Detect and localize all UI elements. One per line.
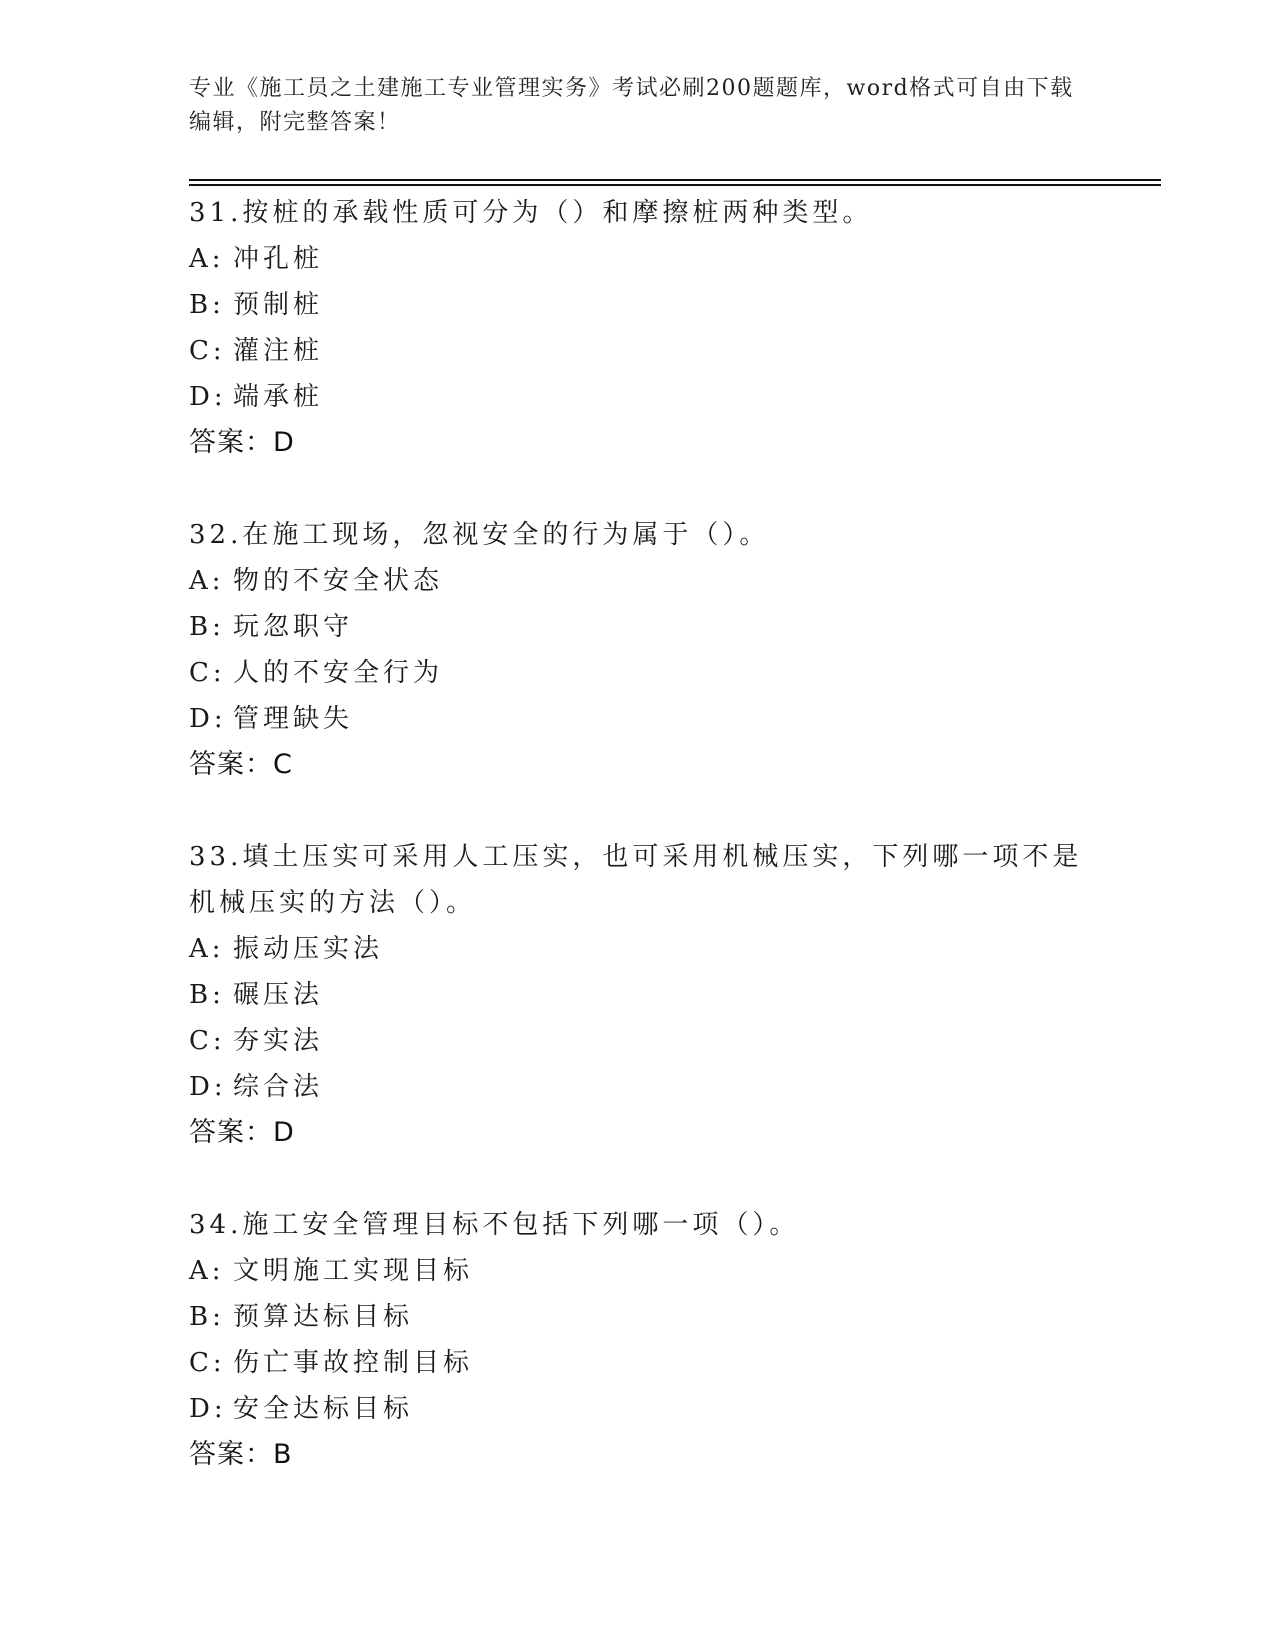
option-c (189, 1340, 1089, 1386)
header-divider-top (189, 179, 1161, 181)
option-letter: C: (189, 1348, 226, 1378)
option-letter: A: (189, 934, 225, 964)
option-b (189, 1294, 1089, 1340)
option-d (189, 696, 1089, 742)
answer-line: 答案：C (189, 749, 293, 780)
option-text: 玩忽职守 (233, 612, 354, 642)
option-letter: D: (189, 382, 227, 412)
option-d (189, 1386, 1089, 1432)
option-b (189, 604, 1089, 650)
answer-line: 答案：B (189, 1439, 293, 1470)
option-text: 夯实法 (233, 1026, 324, 1056)
option-letter: D: (189, 1072, 227, 1102)
question-stem: 31.按桩的承载性质可分为（）和摩擦桩两种类型。 (189, 198, 873, 228)
option-letter: A: (189, 1256, 225, 1286)
answer-line: 答案：D (189, 427, 295, 458)
option-text: 预算达标目标 (233, 1302, 414, 1332)
option-text: 人的不安全行为 (233, 658, 444, 688)
option-text: 预制桩 (233, 290, 324, 320)
option-c (189, 650, 1089, 696)
option-text: 伤亡事故控制目标 (233, 1348, 474, 1378)
option-text: 振动压实法 (233, 934, 384, 964)
option-text: 安全达标目标 (233, 1394, 414, 1424)
option-letter: C: (189, 1026, 226, 1056)
question-stem: 32.在施工现场，忽视安全的行为属于（）。 (189, 520, 770, 550)
option-text: 碾压法 (233, 980, 324, 1010)
option-text: 端承桩 (233, 382, 324, 412)
option-d (189, 374, 1089, 420)
option-letter: C: (189, 658, 226, 688)
option-letter: D: (189, 704, 227, 734)
option-text: 灌注桩 (233, 336, 324, 366)
answer-line: 答案：D (189, 1117, 295, 1148)
option-text: 文明施工实现目标 (233, 1256, 474, 1286)
option-b (189, 282, 1089, 328)
option-letter: A: (189, 244, 225, 274)
question-31 (189, 190, 1089, 466)
question-32 (189, 512, 1089, 788)
option-a (189, 926, 1089, 972)
option-letter: B: (189, 290, 225, 320)
question-34 (189, 1202, 1089, 1478)
question-stem: 34.施工安全管理目标不包括下列哪一项（）。 (189, 1210, 800, 1240)
option-c (189, 1018, 1089, 1064)
option-letter: D: (189, 1394, 227, 1424)
option-c (189, 328, 1089, 374)
option-b (189, 972, 1089, 1018)
option-a (189, 1248, 1089, 1294)
option-letter: B: (189, 612, 225, 642)
option-a (189, 236, 1089, 282)
option-text: 物的不安全状态 (233, 566, 444, 596)
document-header: 专业《施工员之土建施工专业管理实务》考试必刷200题题库，word格式可自由下载编辑，附完整答案！ (189, 76, 1074, 135)
option-text: 综合法 (233, 1072, 324, 1102)
option-letter: C: (189, 336, 226, 366)
option-d (189, 1064, 1089, 1110)
option-text: 管理缺失 (233, 704, 354, 734)
question-33 (189, 834, 1089, 1156)
option-letter: A: (189, 566, 225, 596)
option-letter: B: (189, 980, 225, 1010)
header-divider-bottom (189, 184, 1161, 186)
option-a (189, 558, 1089, 604)
question-list (189, 190, 1089, 1524)
option-letter: B: (189, 1302, 225, 1332)
option-text: 冲孔桩 (233, 244, 324, 274)
question-stem: 33.填土压实可采用人工压实，也可采用机械压实，下列哪一项不是机械压实的方法（）。 (189, 842, 1083, 918)
